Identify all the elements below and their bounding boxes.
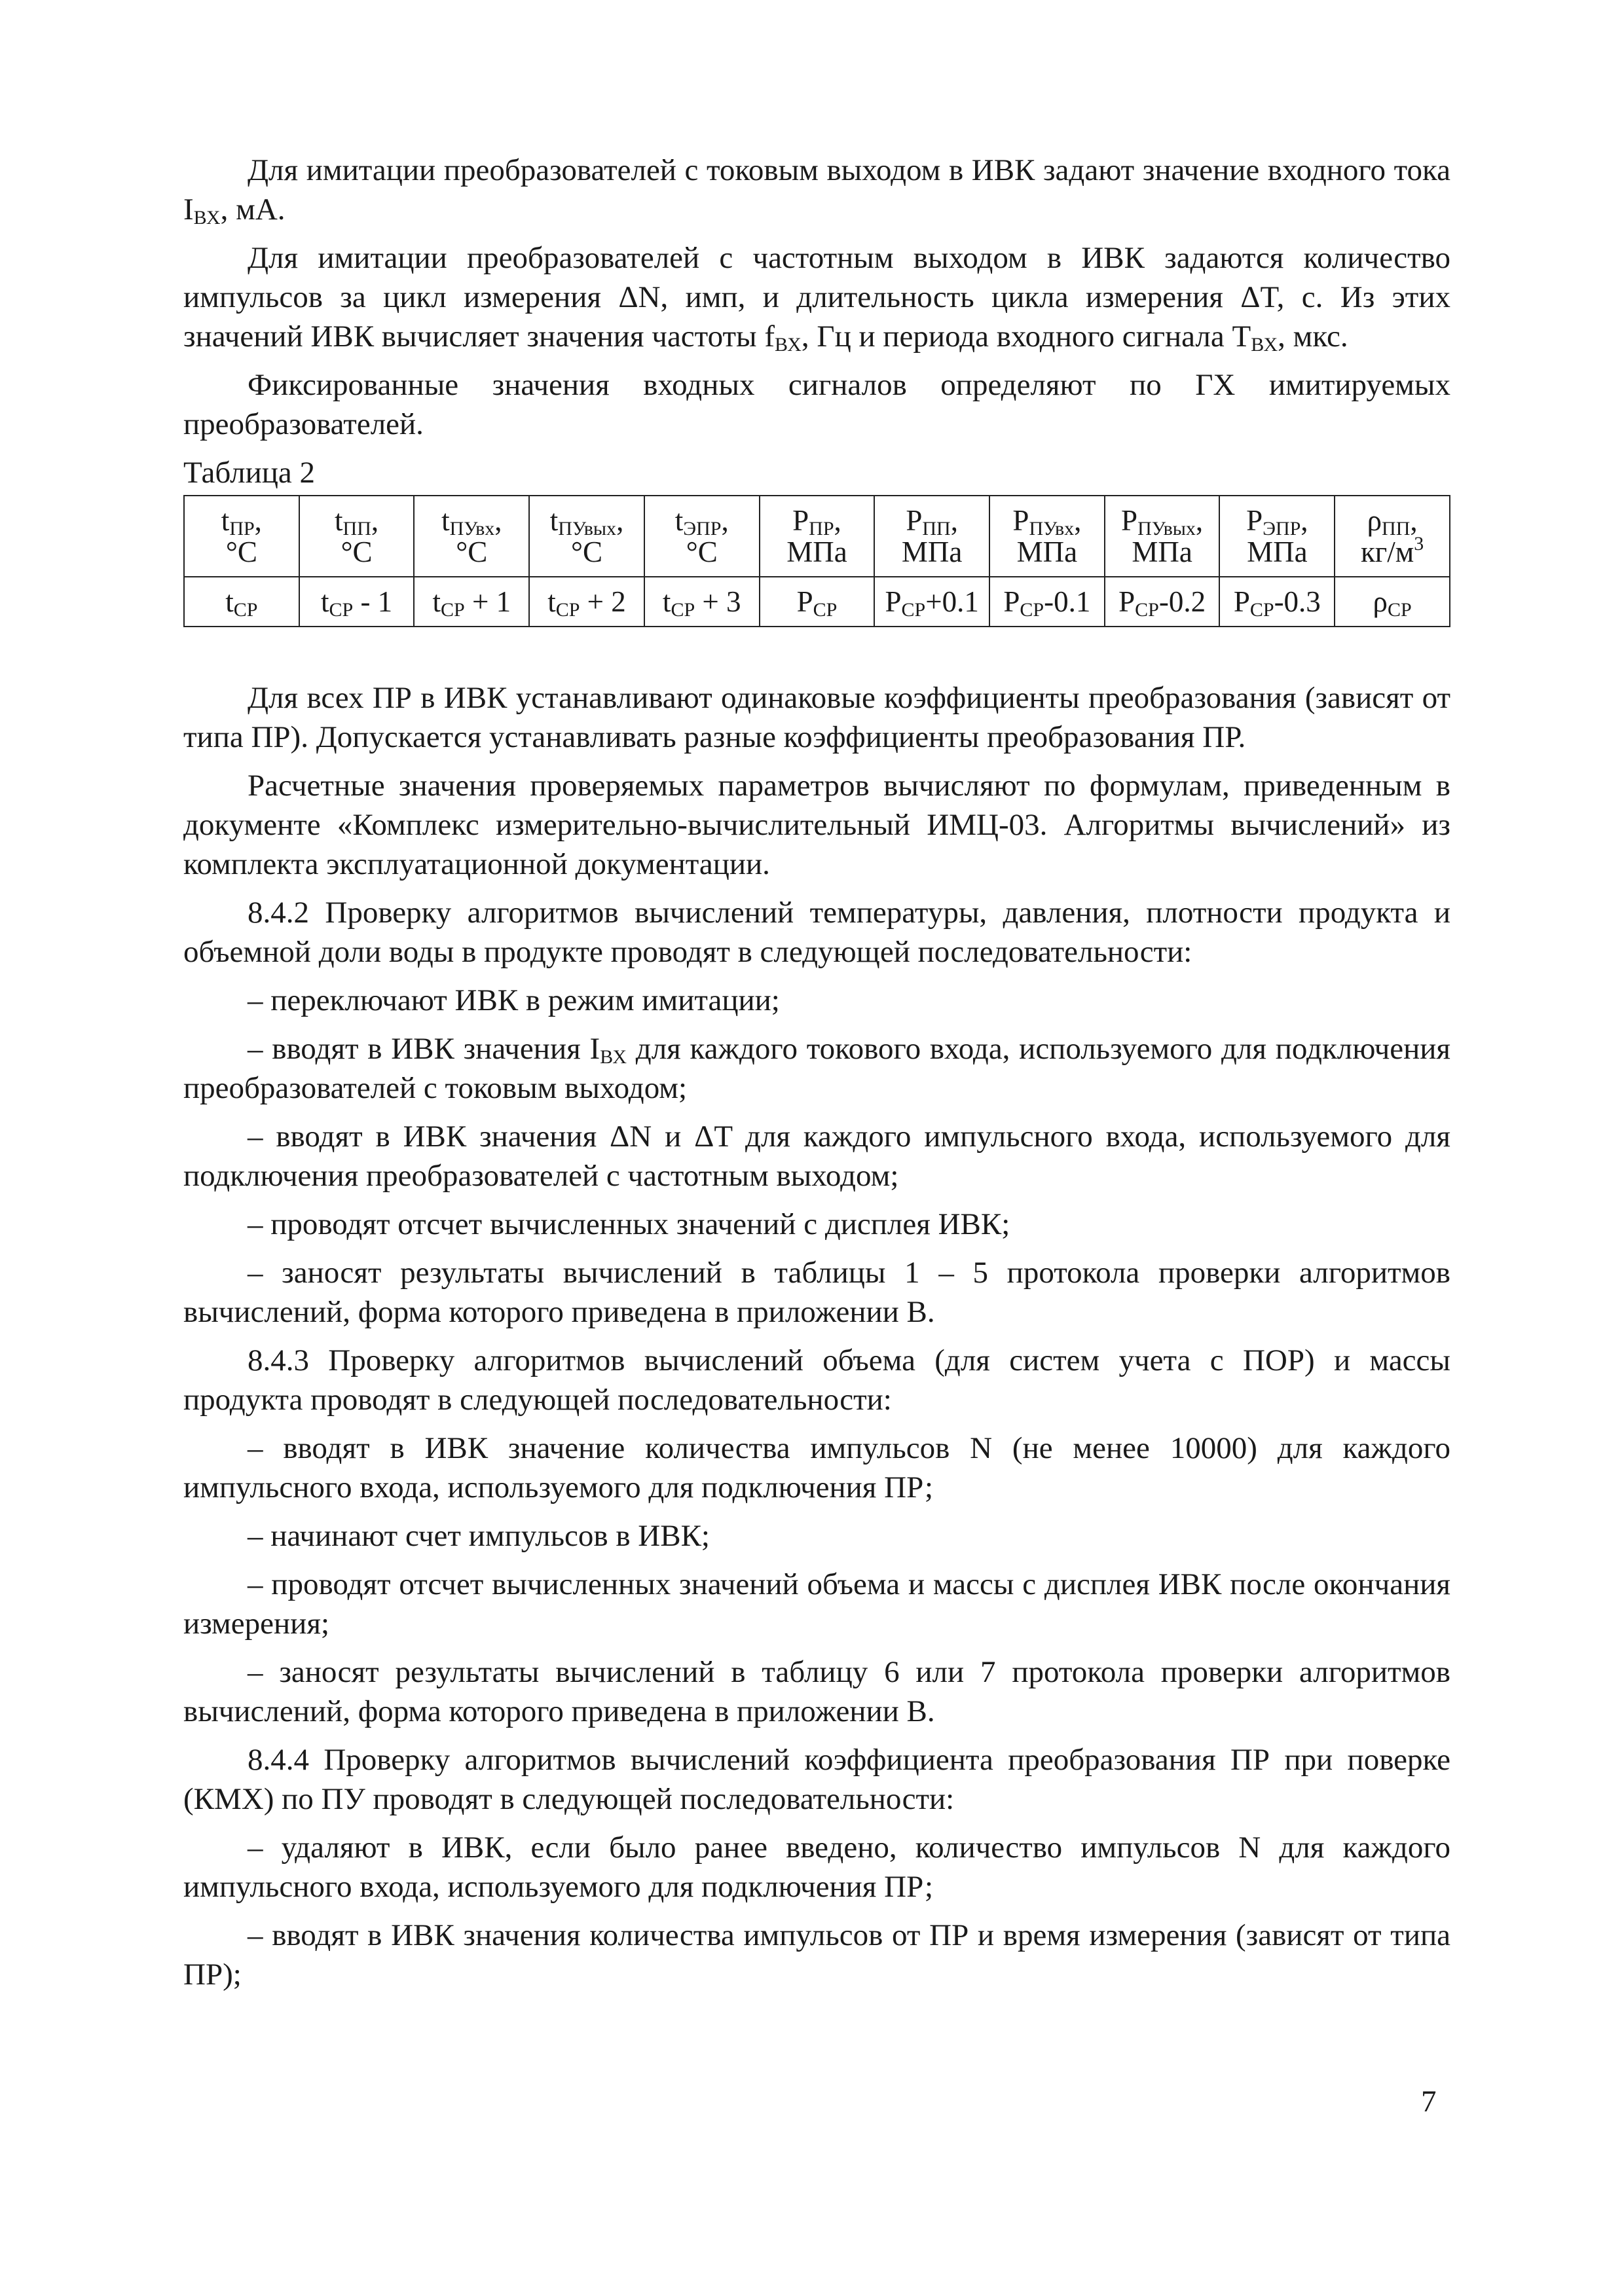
header-unit: °C [571, 536, 603, 568]
table-cell: $P_{СР}-0.1$ [989, 577, 1105, 627]
list-item: – заносят результаты вычислений в таблицу 6 или 7 протокола проверки алгоритмов вычислений, форма которого приведена в приложении В. [183, 1655, 1450, 1728]
list-item: – вводят в ИВК значения ΔN и ΔT для каждого импульсного входа, используемого для подключения преобразователей с частотным выходом; [183, 1120, 1450, 1193]
table-cell: $t_{СР}$ [184, 577, 299, 627]
input-signals-table [183, 495, 1450, 627]
header-symbol: $t_{ПР}$, [221, 504, 262, 539]
text-run: – вводят в ИВК значения I [248, 1032, 600, 1066]
table-cell: $t_{СР} + 3$ [644, 577, 760, 627]
table-header-cell [299, 496, 415, 577]
paragraph-8-4-4: 8.4.4 Проверку алгоритмов вычислений коэффициента преобразования ПР при поверке (КМХ) по ПУ проводят в следующей последовательности: [183, 1743, 1450, 1816]
table-cell: $t_{СР} + 1$ [414, 577, 529, 627]
table-header-cell [1335, 496, 1450, 577]
table-cell: $t_{СР} - 1$ [299, 577, 415, 627]
table-header-cell [644, 496, 760, 577]
header-unit: МПа [786, 536, 847, 568]
header-symbol: $t_{ПУвых}$, [549, 504, 624, 539]
list-item: – заносят результаты вычислений в таблицы 1 – 5 протокола проверки алгоритмов вычислений, форма которого приведена в приложении В. [183, 1256, 1450, 1329]
header-symbol: $\rho_{ПП}$, [1367, 504, 1418, 539]
subscript: ВХ [774, 334, 802, 355]
list-item: – вводят в ИВК значение количества импульсов N (не менее 10000) для каждого импульсного входа, используемого для подключения ПР; [183, 1431, 1450, 1504]
header-symbol: $P_{ПП}$, [906, 504, 958, 539]
text-run: Для имитации преобразователей с частотным выходом в ИВК задаются количество импульсов за цикл измерения ΔN, имп, и длительность цикла измерения ΔT, с. Из этих значений ИВК вычисляет значения частоты f [183, 241, 1450, 354]
paragraph-8-4-3: 8.4.3 Проверку алгоритмов вычислений объема (для систем учета с ПОР) и массы продукта проводят в следующей последовательности: [183, 1343, 1450, 1417]
table-cell: $\rho_{СР}$ [1335, 577, 1450, 627]
table-caption: Таблица 2 [183, 456, 316, 490]
header-symbol: $P_{ПУвх}$, [1012, 504, 1082, 539]
page-number: 7 [1421, 2085, 1437, 2119]
header-symbol: $t_{ПП}$, [335, 504, 379, 539]
header-unit: °C [686, 536, 718, 568]
header-symbol: $P_{ПУвых}$, [1121, 504, 1204, 539]
paragraph-current-input [183, 151, 1450, 229]
header-symbol: $t_{ПУвх}$, [441, 504, 502, 539]
header-unit: МПа [1016, 536, 1078, 568]
header-unit: $кг/м^3$ [1360, 533, 1424, 568]
table-header-cell [874, 496, 989, 577]
header-unit: МПа [901, 536, 963, 568]
header-unit: °C [225, 536, 257, 568]
text-run: для каждого токового входа, используемого для подключения преобразователей с токовым выходом; [183, 1032, 1450, 1105]
list-item: – начинают счет импульсов в ИВК; [248, 1519, 710, 1553]
subscript: ВХ [600, 1046, 627, 1068]
subscript: ВХ [193, 207, 221, 228]
table-cell: $P_{СР}-0.3$ [1219, 577, 1335, 627]
table-header-cell [529, 496, 644, 577]
table-header-cell [1105, 496, 1220, 577]
text-run: , Гц и периода входного сигнала T [801, 319, 1251, 354]
list-item [183, 1029, 1450, 1108]
table-header-cell [989, 496, 1105, 577]
paragraph-frequency-input [183, 238, 1450, 356]
list-item: – проводят отсчет вычисленных значений с дисплея ИВК; [248, 1207, 1010, 1241]
text-run: , мА. [220, 192, 286, 227]
header-unit: МПа [1247, 536, 1308, 568]
table-row [184, 577, 1450, 627]
header-unit: МПа [1132, 536, 1192, 568]
document-page [183, 151, 1450, 2003]
table-cell: $P_{СР}$ [760, 577, 875, 627]
list-item: – удаляют в ИВК, если было ранее введено, количество импульсов N для каждого импульсного входа, используемого для подключения ПР; [183, 1831, 1450, 1904]
subscript: ВХ [1251, 334, 1278, 355]
header-symbol: $P_{ПР}$, [792, 504, 841, 539]
text-run: , мкс. [1278, 319, 1348, 354]
paragraph-8-4-2: 8.4.2 Проверку алгоритмов вычислений температуры, давления, плотности продукта и объемной доли воды в продукте проводят в следующей последовательности: [183, 896, 1450, 969]
table-header-cell [760, 496, 875, 577]
table-cell: $t_{СР} + 2$ [529, 577, 644, 627]
header-symbol: $P_{ЭПР}$, [1246, 504, 1308, 539]
table-cell: $P_{СР}+0.1$ [874, 577, 989, 627]
paragraph-fixed-values: Фиксированные значения входных сигналов определяют по ГХ имитируемых преобразователей. [183, 368, 1450, 441]
paragraph-coefficients: Для всех ПР в ИВК устанавливают одинаковые коэффициенты преобразования (зависят от типа ПР). Допускается устанавливать разные коэффициенты преобразования ПР. [183, 681, 1450, 754]
list-item: – вводят в ИВК значения количества импульсов от ПР и время измерения (зависят от типа ПР); [183, 1918, 1450, 1992]
table-cell: $P_{СР}-0.2$ [1105, 577, 1220, 627]
table-header-cell [184, 496, 299, 577]
table-header-cell [1219, 496, 1335, 577]
table-header-row [184, 496, 1450, 577]
header-unit: °C [456, 536, 488, 568]
header-symbol: $t_{ЭПР}$, [674, 504, 729, 539]
list-item: – переключают ИВК в режим имитации; [248, 983, 780, 1017]
paragraph-calculated-values: Расчетные значения проверяемых параметров вычисляют по формулам, приведенным в документе «Комплекс измерительно-вычислительный ИМЦ-03. Алгоритмы вычислений» из комплекта эксплуатационной документации. [183, 769, 1450, 881]
header-unit: °C [341, 536, 373, 568]
text-run: Для имитации преобразователей с токовым выходом в ИВК задают значение входного тока I [183, 153, 1450, 227]
list-item: – проводят отсчет вычисленных значений объема и массы с дисплея ИВК после окончания измерения; [183, 1567, 1450, 1641]
table-header-cell [414, 496, 529, 577]
